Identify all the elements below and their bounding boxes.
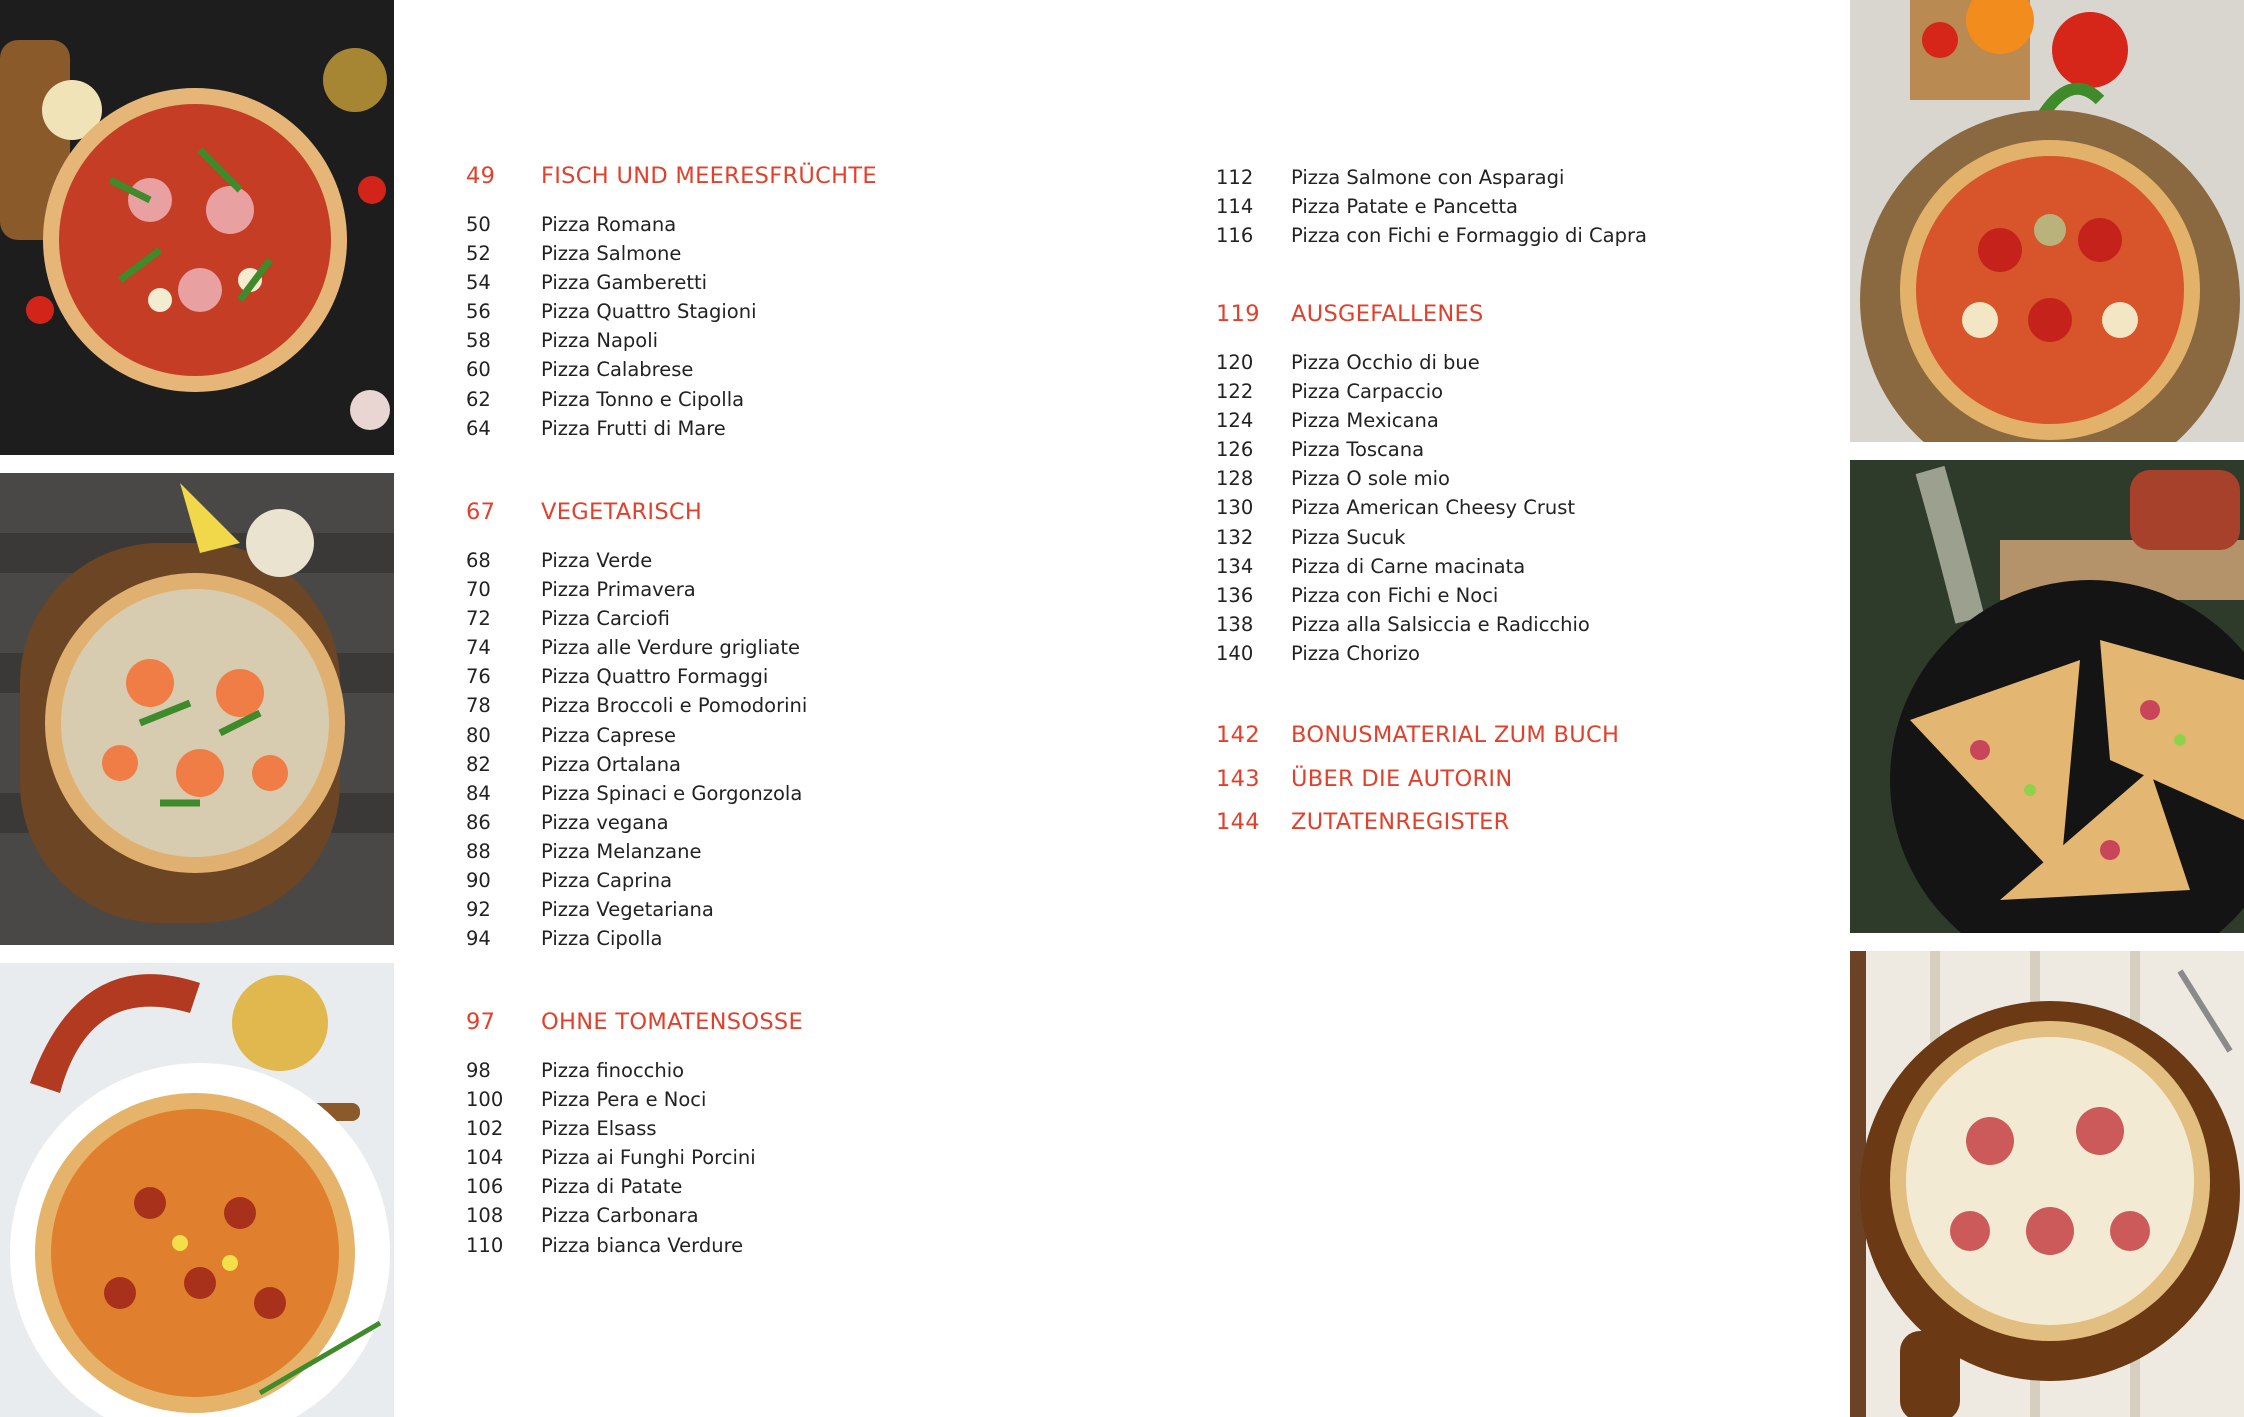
section-page-number: 119 [1216, 301, 1260, 327]
section-page-number: 67 [466, 499, 496, 525]
entry-page: 116 [1216, 224, 1254, 248]
entry-title: Pizza Vegetariana [541, 898, 714, 922]
toc-extras [1216, 722, 1619, 853]
entry-title: Pizza Salmone [541, 242, 682, 266]
toc-entry[interactable] [466, 607, 807, 636]
toc-entry[interactable] [466, 329, 877, 358]
toc-entry[interactable] [1216, 613, 1590, 642]
entry-page: 130 [1216, 496, 1254, 520]
entry-page: 102 [466, 1117, 504, 1141]
entry-page: 122 [1216, 380, 1254, 404]
toc-entry[interactable] [1216, 224, 1647, 253]
entry-page: 114 [1216, 195, 1254, 219]
entry-title: Pizza Ortalana [541, 752, 682, 776]
entry-title: Pizza Calabrese [541, 358, 694, 382]
entry-page: 58 [466, 329, 491, 353]
toc-entry[interactable] [466, 300, 877, 329]
entry-title: Pizza Frutti di Mare [541, 416, 726, 440]
toc-entry[interactable] [1216, 409, 1590, 438]
toc-entry[interactable] [1216, 467, 1590, 496]
toc-section-unusual [1216, 301, 1590, 671]
section-title: OHNE TOMATENSOSSE [541, 1009, 804, 1035]
entry-page: 124 [1216, 409, 1254, 433]
toc-entry[interactable] [1216, 496, 1590, 525]
entry-page: 56 [466, 300, 491, 324]
entry-title: Pizza American Cheesy Crust [1291, 496, 1576, 520]
entry-title: Pizza Quattro Stagioni [541, 300, 757, 324]
toc-entry[interactable] [466, 782, 807, 811]
entry-title: Pizza Sucuk [1291, 525, 1406, 549]
entry-title: Pizza Carpaccio [1291, 380, 1444, 404]
entry-page: 84 [466, 781, 491, 805]
toc-entry[interactable] [466, 549, 807, 578]
entry-title: Pizza Elsass [541, 1117, 657, 1141]
toc-entry[interactable] [466, 271, 877, 300]
entry-page: 78 [466, 694, 491, 718]
entry-title: Pizza Toscana [1291, 438, 1425, 462]
entry-title: Pizza Salmone con Asparagi [1291, 166, 1565, 189]
entry-title: Pizza Caprina [541, 869, 673, 893]
entry-title: Pizza Cipolla [541, 927, 663, 951]
toc-entry[interactable] [466, 1088, 803, 1117]
entry-title: Pizza Gamberetti [541, 271, 708, 295]
entry-page: 90 [466, 869, 491, 893]
entry-page: 74 [466, 636, 491, 660]
entry-title: Pizza Carciofi [541, 607, 670, 631]
toc-entry[interactable] [466, 358, 877, 387]
toc-entry[interactable] [1216, 380, 1590, 409]
toc-continued-entries [1216, 166, 1647, 253]
entry-page: 134 [1216, 554, 1254, 578]
entry-page: 80 [466, 723, 491, 747]
entry-page: 68 [466, 549, 491, 572]
entry-title: Pizza di Patate [541, 1175, 683, 1199]
section-title: AUSGEFALLENES [1291, 301, 1484, 327]
entry-page: 110 [466, 1233, 504, 1257]
toc-bonus-material[interactable] [1216, 722, 1619, 766]
entry-title: Pizza Romana [541, 213, 677, 236]
extra-page: 142 [1216, 722, 1260, 748]
photo-pizza-artichoke [1850, 0, 2244, 442]
toc-entry[interactable] [466, 898, 807, 927]
toc-entry[interactable] [466, 753, 807, 782]
toc-entry[interactable] [466, 1204, 803, 1233]
entry-title: Pizza Chorizo [1291, 641, 1420, 665]
toc-entry[interactable] [1216, 195, 1647, 224]
entry-page: 88 [466, 839, 491, 863]
toc-entry[interactable] [466, 1117, 803, 1146]
extra-title: ÜBER DIE AUTORIN [1291, 765, 1513, 792]
entry-page: 120 [1216, 351, 1254, 374]
entry-title: Pizza Pera e Noci [541, 1088, 707, 1112]
toc-entry[interactable] [1216, 166, 1647, 195]
toc-about-author[interactable] [1216, 766, 1619, 810]
toc-section-vegetarian [466, 499, 807, 956]
entry-page: 82 [466, 752, 491, 776]
entry-title: Pizza Occhio di bue [1291, 351, 1480, 374]
entry-page: 140 [1216, 641, 1254, 665]
entry-page: 136 [1216, 583, 1254, 607]
entry-page: 54 [466, 271, 491, 295]
toc-entry[interactable] [466, 417, 877, 446]
section-heading[interactable] [466, 1009, 803, 1043]
photo-pizza-chorizo [0, 963, 394, 1417]
toc-entry[interactable] [466, 840, 807, 869]
entry-page: 98 [466, 1059, 491, 1082]
entry-page: 132 [1216, 525, 1254, 549]
toc-entry[interactable] [466, 694, 807, 723]
section-page-number: 49 [466, 163, 496, 189]
entry-title: Pizza Caprese [541, 723, 677, 747]
entry-page: 94 [466, 927, 491, 951]
entry-title: Pizza Primavera [541, 578, 696, 602]
entry-title: Pizza finocchio [541, 1059, 685, 1082]
toc-entry[interactable] [1216, 642, 1590, 671]
photo-pizza-slices-ham [1850, 460, 2244, 933]
toc-entry[interactable] [466, 388, 877, 417]
entry-page: 100 [466, 1088, 504, 1112]
entry-title: Pizza di Carne macinata [1291, 554, 1526, 578]
photo-pizza-fennel-prosciutto [1850, 951, 2244, 1417]
extra-page: 144 [1216, 809, 1260, 835]
entry-page: 50 [466, 213, 491, 236]
entry-title: Pizza O sole mio [1291, 467, 1450, 491]
entry-page: 92 [466, 898, 491, 922]
toc-entry[interactable] [466, 1175, 803, 1204]
entry-title: Pizza con Fichi e Formaggio di Capra [1291, 224, 1647, 248]
entry-title: Pizza bianca Verdure [541, 1233, 744, 1257]
toc-section-no-tomato-sauce [466, 1009, 803, 1263]
toc-entry[interactable] [466, 1234, 803, 1263]
toc-entry[interactable] [1216, 555, 1590, 584]
entry-page: 86 [466, 810, 491, 834]
toc-entry[interactable] [466, 242, 877, 271]
toc-entry[interactable] [466, 927, 807, 956]
entry-title: Pizza alla Salsiccia e Radicchio [1291, 612, 1590, 636]
section-heading[interactable] [466, 499, 807, 533]
entry-title: Pizza Melanzane [541, 839, 702, 863]
extra-title: BONUSMATERIAL ZUM BUCH [1291, 722, 1620, 748]
entry-page: 64 [466, 416, 491, 440]
toc-entry[interactable] [466, 724, 807, 753]
entry-page: 76 [466, 665, 491, 689]
section-page-number: 97 [466, 1009, 496, 1035]
entry-title: Pizza Napoli [541, 329, 659, 353]
extra-page: 143 [1216, 765, 1260, 792]
entry-page: 128 [1216, 467, 1254, 491]
toc-entry[interactable] [466, 665, 807, 694]
entry-page: 72 [466, 607, 491, 631]
entry-title: Pizza Mexicana [1291, 409, 1439, 433]
toc-entry[interactable] [466, 213, 877, 242]
section-heading[interactable] [466, 163, 877, 197]
toc-entry[interactable] [466, 636, 807, 665]
entry-title: Pizza Broccoli e Pomodorini [541, 694, 808, 718]
entry-title: Pizza Patate e Pancetta [1291, 195, 1518, 219]
toc-entry[interactable] [1216, 526, 1590, 555]
entry-page: 126 [1216, 438, 1254, 462]
section-title: VEGETARISCH [541, 499, 703, 525]
entry-page: 62 [466, 387, 491, 411]
toc-entry[interactable] [466, 1146, 803, 1175]
entry-title: Pizza Carbonara [541, 1204, 699, 1228]
entry-page: 70 [466, 578, 491, 602]
entry-title: Pizza Spinaci e Gorgonzola [541, 781, 803, 805]
photo-pizza-salmon [0, 473, 394, 945]
entry-page: 60 [466, 358, 491, 382]
toc-entry[interactable] [1216, 351, 1590, 380]
entry-title: Pizza Verde [541, 549, 653, 572]
entry-page: 104 [466, 1146, 504, 1170]
extra-title: ZUTATENREGISTER [1291, 809, 1510, 835]
entry-page: 108 [466, 1204, 504, 1228]
entry-page: 52 [466, 242, 491, 266]
section-heading[interactable] [1216, 301, 1590, 335]
toc-section-fish [466, 163, 877, 446]
entry-title: Pizza alle Verdure grigliate [541, 636, 800, 660]
entry-page: 112 [1216, 166, 1254, 189]
toc-entry[interactable] [466, 811, 807, 840]
toc-entry[interactable] [466, 869, 807, 898]
toc-entry[interactable] [1216, 438, 1590, 467]
toc-ingredient-index[interactable] [1216, 809, 1619, 853]
entry-title: Pizza vegana [541, 810, 669, 834]
toc-entry[interactable] [1216, 584, 1590, 613]
photo-pizza-prosciutto-arugula [0, 0, 394, 455]
entry-title: Pizza Tonno e Cipolla [541, 387, 745, 411]
entry-title: Pizza ai Funghi Porcini [541, 1146, 756, 1170]
toc-entry[interactable] [466, 1059, 803, 1088]
section-title: FISCH UND MEERESFRÜCHTE [541, 163, 877, 189]
entry-page: 138 [1216, 612, 1254, 636]
entry-title: Pizza Quattro Formaggi [541, 665, 769, 689]
entry-title: Pizza con Fichi e Noci [1291, 583, 1499, 607]
toc-entry[interactable] [466, 578, 807, 607]
entry-page: 106 [466, 1175, 504, 1199]
